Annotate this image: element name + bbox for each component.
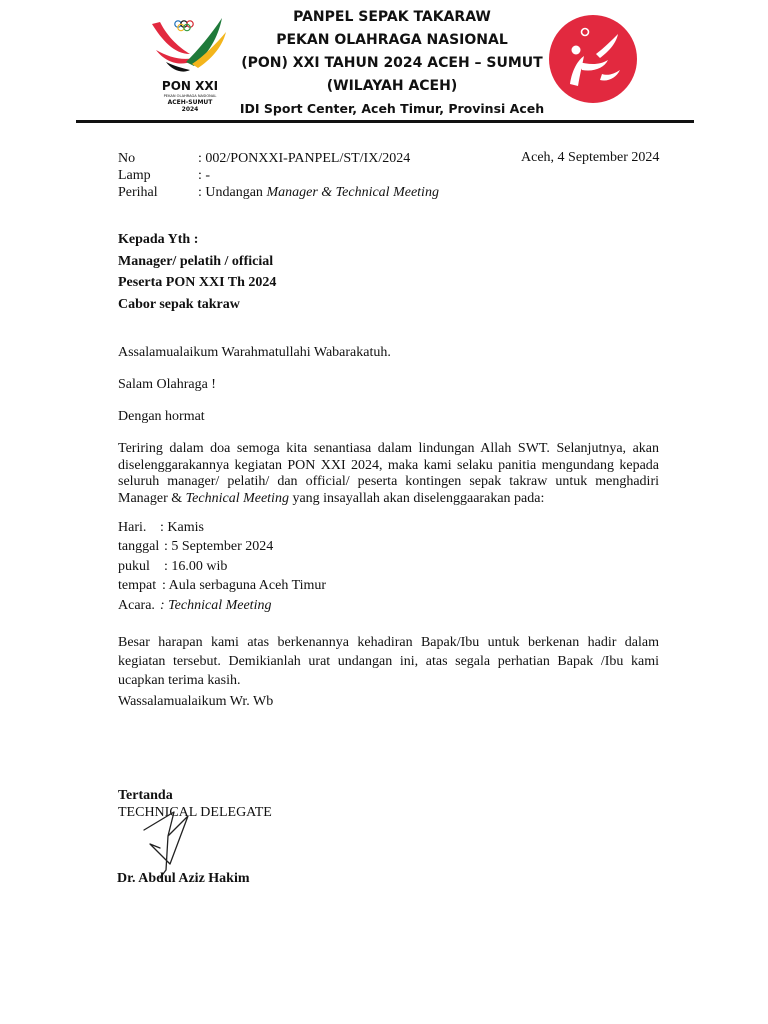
logo-left-text: PON XXI xyxy=(161,79,219,93)
meta-no-value: : 002/PONXXI-PANPEL/ST/IX/2024 xyxy=(198,151,411,166)
letterhead-address: IDI Sport Center, Aceh Timur, Provinsi Aceh xyxy=(239,101,545,116)
meta-perihal-label: Perihal xyxy=(118,185,158,200)
schedule-key: Hari. xyxy=(118,520,147,535)
schedule-value-acara xyxy=(160,596,271,615)
header-divider xyxy=(76,120,694,123)
schedule-key: tanggal xyxy=(118,539,160,555)
letterhead-line3: (PON) XXI TAHUN 2024 ACEH – SUMUT xyxy=(241,55,543,71)
para1-part-a: Teriring dalam doa semoga kita senantiasa dalam lindungan Allah SWT. Selanjutnya, akan diselenggarakannya kegiatan PON XXI 2024, maka kami selaku panitia mengundang kepada seluruh manager/ pelatih/ dan official/ peserta kontingen sepak takraw untuk menghadiri Manager & xyxy=(118,441,659,506)
meta-perihal-value xyxy=(198,184,439,201)
perihal-italic: Manager & Technical Meeting xyxy=(266,185,439,200)
meta-no-label: No xyxy=(118,151,136,166)
letterhead-text xyxy=(236,6,548,120)
schedule-value: : 16.00 wib xyxy=(164,558,228,574)
body-paragraph xyxy=(118,441,659,507)
signature-title: Tertanda xyxy=(118,788,173,803)
schedule-key: Acara. xyxy=(118,597,155,613)
schedule-value: : Aula serbaguna Aceh Timur xyxy=(162,578,327,594)
signature-name: Dr. Abdul Aziz Hakim xyxy=(117,871,250,886)
schedule-acara-italic: : Technical Meeting xyxy=(160,597,272,613)
sepak-takraw-logo xyxy=(548,14,638,104)
meta-lamp-value: : - xyxy=(198,168,211,183)
perihal-prefix: : Undangan xyxy=(198,185,267,200)
logo-left-sub2: ACEH-SUMUT xyxy=(167,99,213,106)
schedule-key: pukul xyxy=(118,558,150,574)
recipient-line3: Peserta PON XXI Th 2024 xyxy=(118,275,277,290)
letter-date: Aceh, 4 September 2024 xyxy=(521,150,660,165)
letterhead-line4: (WILAYAH ACEH) xyxy=(326,78,458,94)
meta-lamp-label: Lamp xyxy=(118,168,151,183)
para1-italic: Technical Meeting xyxy=(185,490,289,506)
recipient-line2: Manager/ pelatih / official xyxy=(118,253,274,269)
schedule-value: : 5 September 2024 xyxy=(164,539,274,555)
greeting: Assalamualaikum Warahmatullahi Wabarakatuh. xyxy=(118,345,391,360)
para1-part-b: yang insayallah akan diselenggaarakan pada: xyxy=(288,490,545,506)
pon-xxi-logo xyxy=(146,10,236,120)
recipient-line1: Kepada Yth : xyxy=(118,232,199,247)
letterhead-line1: PANPEL SEPAK TAKARAW xyxy=(293,9,491,25)
schedule-value: : Kamis xyxy=(160,520,204,535)
dengan-hormat: Dengan hormat xyxy=(118,409,205,424)
letterhead-line2: PEKAN OLAHRAGA NASIONAL xyxy=(276,32,508,48)
signature-role: TECHNICAL DELEGATE xyxy=(118,805,272,820)
recipient-block xyxy=(118,229,276,315)
closing-salam: Wassalamualaikum Wr. Wb xyxy=(118,694,274,709)
closing-paragraph: Besar harapan kami atas berkenannya kehadiran Bapak/Ibu untuk berkenan hadir dalam kegiatan tersebut. Demikianlah urat undangan ini, atas segala perhatian Bapak /Ibu kami ucapkan terima kasih. xyxy=(118,635,659,688)
salam-olahraga: Salam Olahraga ! xyxy=(118,377,216,392)
recipient-line4: Cabor sepak takraw xyxy=(118,296,240,312)
logo-left-sub1: PEKAN OLAHRAGA NASIONAL xyxy=(163,94,217,98)
schedule-key: tempat xyxy=(118,578,157,594)
logo-left-sub3: 2024 xyxy=(181,106,199,113)
